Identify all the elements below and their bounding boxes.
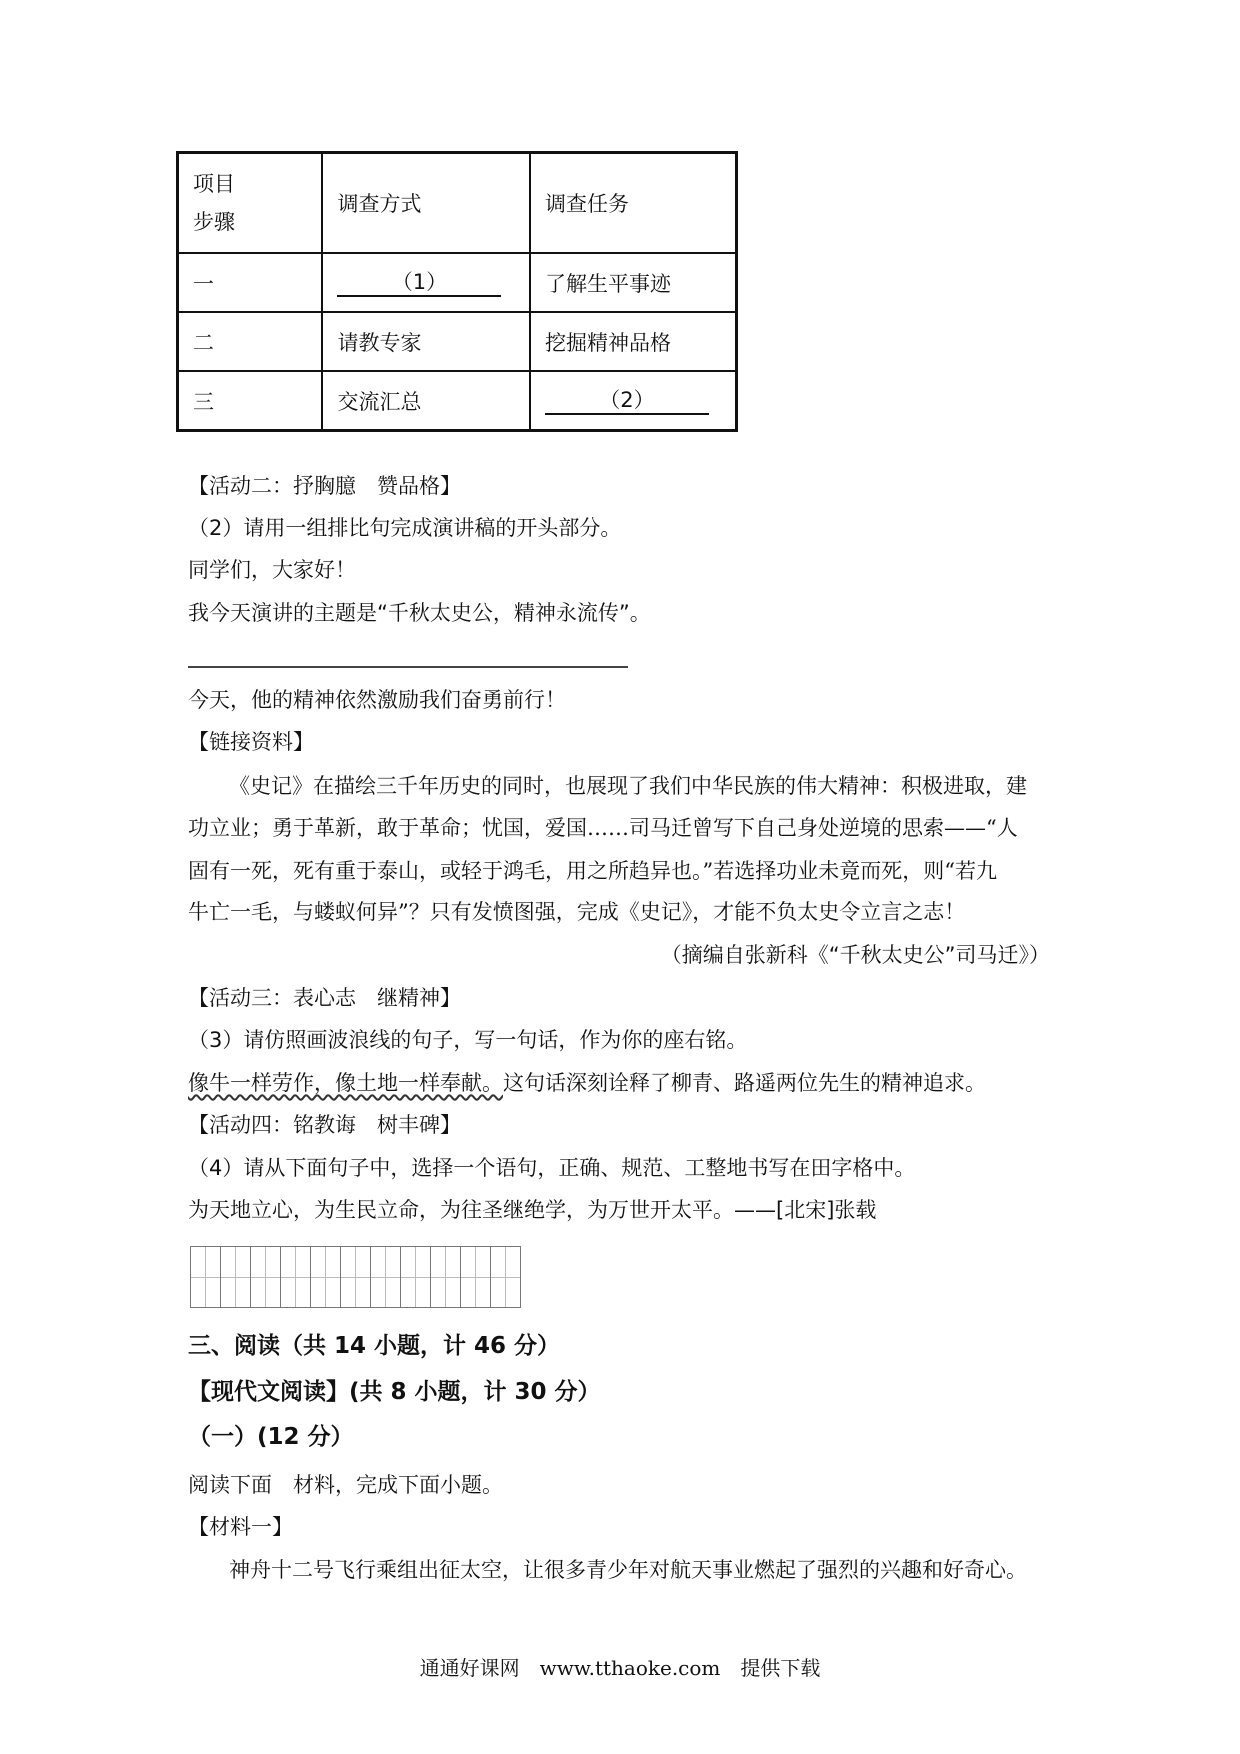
- grid-cell: [250, 1246, 281, 1308]
- link-source: （摘编自张新科《“千秋太史公”司马迁》）: [660, 943, 1050, 967]
- row-step: 三: [178, 371, 323, 431]
- activity2-closing: 今天，他的精神依然激励我们奋勇前行！: [188, 688, 566, 712]
- table-row: [178, 312, 737, 371]
- grid-cell: [190, 1246, 221, 1308]
- wavy-sentence: 像牛一样劳作，像土地一样奉献。: [188, 1071, 503, 1095]
- header-task: 调查任务: [530, 153, 737, 254]
- corner-top: 项目: [193, 172, 235, 196]
- link-paragraph-line: 功立业；勇于革新，敢于革命；忧国，爱国……司马迁曾写下自己身处逆境的思索——“人: [188, 816, 1018, 840]
- activity2-question: （2）请用一组排比句完成演讲稿的开头部分。: [188, 516, 622, 540]
- modern-reading-title: 【现代文阅读】(共 8 小题，计 30 分）: [188, 1379, 601, 1405]
- activity2-theme: 我今天演讲的主题是“千秋太史公，精神永流传”。: [188, 601, 651, 625]
- activity2-greeting: 同学们，大家好！: [188, 558, 356, 582]
- row-method: 交流汇总: [322, 371, 529, 431]
- link-heading: 【链接资料】: [188, 730, 314, 754]
- activity4-quote: 为天地立心，为生民立命，为往圣继绝学，为万世开太平。——[北宋]张载: [188, 1198, 877, 1222]
- row-method-blank: [322, 253, 529, 312]
- grid-cell: [370, 1246, 401, 1308]
- grid-cell: [220, 1246, 251, 1308]
- answer-line: [188, 666, 628, 668]
- sentence-rest: 这句话深刻诠释了柳青、路遥两位先生的精神追求。: [503, 1071, 986, 1095]
- activity3-heading: 【活动三：表心志 继精神】: [188, 986, 461, 1010]
- row-step: 一: [178, 253, 323, 312]
- grid-cell: [460, 1246, 491, 1308]
- grid-cell: [280, 1246, 311, 1308]
- row-task-blank: [530, 371, 737, 431]
- tianzige-grid: [190, 1246, 520, 1308]
- part1-title: （一）(12 分）: [188, 1424, 354, 1450]
- table-header-row: [178, 153, 737, 254]
- link-paragraph-line: 牛亡一毛，与蝼蚁何异”？只有发愤图强，完成《史记》，才能不负太史令立言之志！: [188, 900, 966, 924]
- row-method: 请教专家: [322, 312, 529, 371]
- survey-table: [176, 151, 738, 432]
- corner-bottom: 步骤: [193, 210, 235, 234]
- row-task: 挖掘精神品格: [530, 312, 737, 371]
- row-step: 二: [178, 312, 323, 371]
- activity2-heading: 【活动二：抒胸臆 赞品格】: [188, 474, 461, 498]
- activity3-question: （3）请仿照画波浪线的句子，写一句话，作为你的座右铭。: [188, 1028, 748, 1052]
- header-method: 调查方式: [322, 153, 529, 254]
- activity3-sentence: [188, 1070, 986, 1096]
- reading-instruction: 阅读下面 材料，完成下面小题。: [188, 1473, 503, 1497]
- activity4-question: （4）请从下面句子中，选择一个语句，正确、规范、工整地书写在田字格中。: [188, 1156, 916, 1180]
- row-task: 了解生平事迹: [530, 253, 737, 312]
- link-paragraph-line: 固有一死，死有重于泰山，或轻于鸿毛，用之所趋异也。”若选择功业未竟而死，则“若九: [188, 859, 997, 883]
- page-footer: 通通好课网 www.tthaoke.com 提供下载: [419, 1656, 821, 1680]
- section3-title: 三、阅读（共 14 小题，计 46 分）: [188, 1333, 561, 1359]
- material-heading: 【材料一】: [188, 1515, 293, 1539]
- grid-cell: [340, 1246, 371, 1308]
- table-corner-cell: [178, 153, 323, 254]
- blank-1: （1）: [337, 269, 501, 297]
- grid-cell: [430, 1246, 461, 1308]
- grid-cell: [400, 1246, 431, 1308]
- grid-cell: [310, 1246, 341, 1308]
- grid-cell: [490, 1246, 521, 1308]
- blank-2: （2）: [545, 387, 709, 415]
- activity4-heading: 【活动四：铭教诲 树丰碑】: [188, 1113, 461, 1137]
- table-row: [178, 371, 737, 431]
- material-line: 神舟十二号飞行乘组出征太空，让很多青少年对航天事业燃起了强烈的兴趣和好奇心。: [229, 1558, 1027, 1582]
- link-paragraph-line: 《史记》在描绘三千年历史的同时，也展现了我们中华民族的伟大精神：积极进取，建: [229, 774, 1027, 798]
- table-row: [178, 253, 737, 312]
